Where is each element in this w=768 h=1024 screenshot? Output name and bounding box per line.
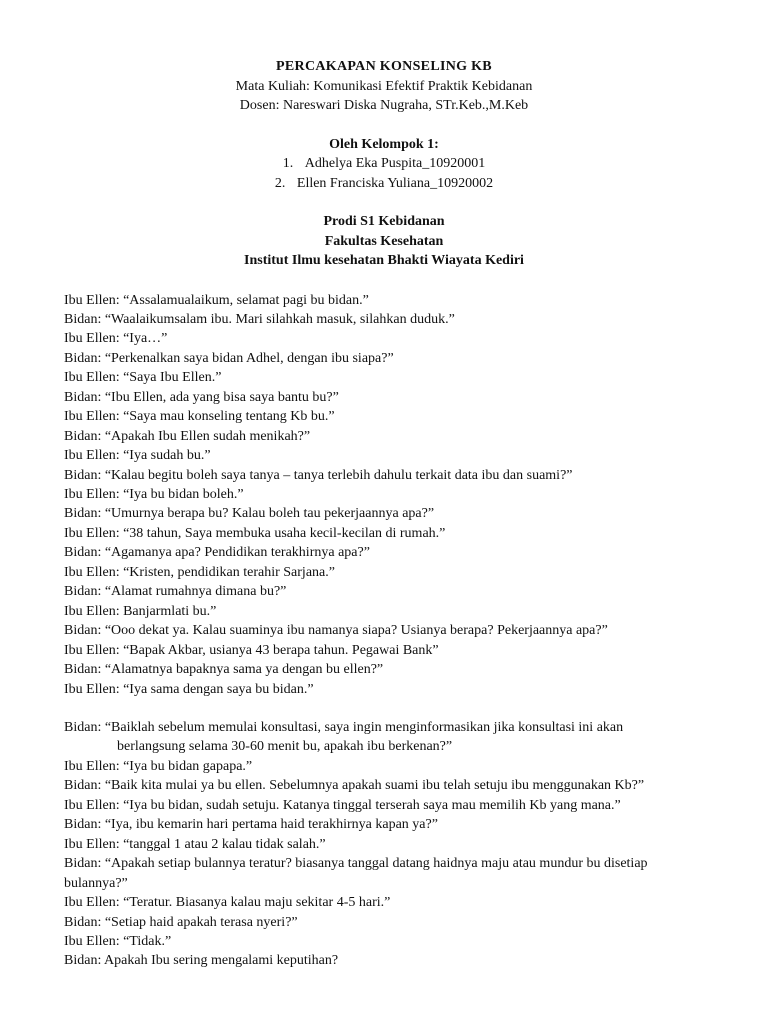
member-item: 2. Ellen Franciska Yuliana_10920002 <box>274 175 494 191</box>
dialog-line: Ibu Ellen: “Bapak Akbar, usianya 43 berapa tahun. Pegawai Bank” <box>64 642 439 658</box>
dialog-line-continuation: bulannya?” <box>64 875 128 891</box>
dialog-line: Ibu Ellen: “Iya sama dengan saya bu bidan.” <box>64 681 314 697</box>
dialog-line: Bidan: “Alamat rumahnya dimana bu?” <box>64 584 287 600</box>
dialog-line: Ibu Ellen: “Tidak.” <box>64 934 172 949</box>
course-line: Mata Kuliah: Komunikasi Efektif Praktik Kebidanan <box>235 78 533 94</box>
dialog-line: Bidan: “Ibu Ellen, ada yang bisa saya bantu bu?” <box>64 389 339 405</box>
dialog-line: Bidan: “Ooo dekat ya. Kalau suaminya ibu namanya siapa? Usianya berapa? Pekerjaannya apa?” <box>64 623 608 639</box>
document-header <box>0 57 768 271</box>
dialog-line: Bidan: “Umurnya berapa bu? Kalau boleh tau pekerjaannya apa?” <box>64 506 435 522</box>
dialog-line: Ibu Ellen: “Teratur. Biasanya kalau maju sekitar 4-5 hari.” <box>64 895 391 911</box>
dialog-line: Ibu Ellen: “Assalamualaikum, selamat pagi bu bidan.” <box>64 292 369 308</box>
member-list <box>0 154 768 193</box>
dialog-line: Ibu Ellen: “Iya sudah bu.” <box>64 448 211 464</box>
dialog-line: Bidan: “Apakah Ibu Ellen sudah menikah?” <box>64 428 311 444</box>
dialog-line: Bidan: “Kalau begitu boleh saya tanya – tanya terlebih dahulu terkait data ibu dan suami?” <box>64 467 573 483</box>
institute-line: Institut Ilmu kesehatan Bhakti Wiayata Kediri <box>244 253 524 268</box>
dialog-line: Bidan: Apakah Ibu sering mengalami keputihan? <box>64 953 339 969</box>
faculty-line: Fakultas Kesehatan <box>324 233 444 249</box>
member-item: 1. Adhelya Eka Puspita_10920001 <box>282 156 486 171</box>
dialog-line: Ibu Ellen: Banjarmlati bu.” <box>64 603 217 619</box>
dialog-line: Bidan: “Waalaikumsalam ibu. Mari silahkah masuk, silahkan duduk.” <box>64 311 455 327</box>
dialog-line: Bidan: “Iya, ibu kemarin hari pertama haid terakhirnya kapan ya?” <box>64 817 438 833</box>
dialog-line: Ibu Ellen: “Saya mau konseling tentang Kb bu.” <box>64 409 335 425</box>
dialog-part-2a <box>64 757 728 854</box>
dialog-line: Bidan: “Agamanya apa? Pendidikan terakhirnya apa?” <box>64 545 370 561</box>
dialog-line: Ibu Ellen: “Iya bu bidan, sudah setuju. Katanya tinggal terserah saya mau memilih Kb yang mana.” <box>64 797 621 813</box>
dialog-line: Bidan: “Alamatnya bapaknya sama ya dengan bu ellen?” <box>64 662 384 678</box>
dialog-line: Ibu Ellen: “Iya bu bidan gapapa.” <box>64 758 253 774</box>
document-title: PERCAKAPAN KONSELING KB <box>276 59 492 74</box>
dialog-line: Bidan: “Baiklah sebelum memulai konsultasi, saya ingin menginformasikan jika konsultasi ini akan <box>64 720 624 736</box>
dialog-line: Ibu Ellen: “Saya Ibu Ellen.” <box>64 370 222 386</box>
dialog-line: Bidan: “Apakah setiap bulannya teratur? biasanya tanggal datang haidnya maju atau mundur bu disetiap <box>64 856 648 872</box>
program-line: Prodi S1 Kebidanan <box>323 214 445 229</box>
dialog-part-2b <box>64 893 728 971</box>
dialog-part-1 <box>64 291 728 700</box>
dialog-line: Ibu Ellen: “38 tahun, Saya membuka usaha kecil-kecilan di rumah.” <box>64 525 446 541</box>
lecturer-line: Dosen: Nareswari Diska Nugraha, STr.Keb.,M.Keb <box>239 98 529 113</box>
dialog-line: Ibu Ellen: “Kristen, pendidikan terahir Sarjana.” <box>64 564 335 580</box>
dialog-section <box>0 291 768 971</box>
dialog-line: Ibu Ellen: “Iya bu bidan boleh.” <box>64 487 244 503</box>
dialog-line: Ibu Ellen: “Iya…” <box>64 331 168 347</box>
dialog-line: Ibu Ellen: “tanggal 1 atau 2 kalau tidak salah.” <box>64 836 326 852</box>
group-label: Oleh Kelompok 1: <box>329 136 439 152</box>
dialog-line-continuation: berlangsung selama 30-60 menit bu, apakah ibu berkenan?” <box>117 739 453 755</box>
dialog-line: Bidan: “Perkenalkan saya bidan Adhel, dengan ibu siapa?” <box>64 350 394 366</box>
dialog-line: Bidan: “Setiap haid apakah terasa nyeri?” <box>64 914 298 930</box>
dialog-line: Bidan: “Baik kita mulai ya bu ellen. Sebelumnya apakah suami ibu telah setuju ibu menggunakan Kb?” <box>64 778 645 794</box>
